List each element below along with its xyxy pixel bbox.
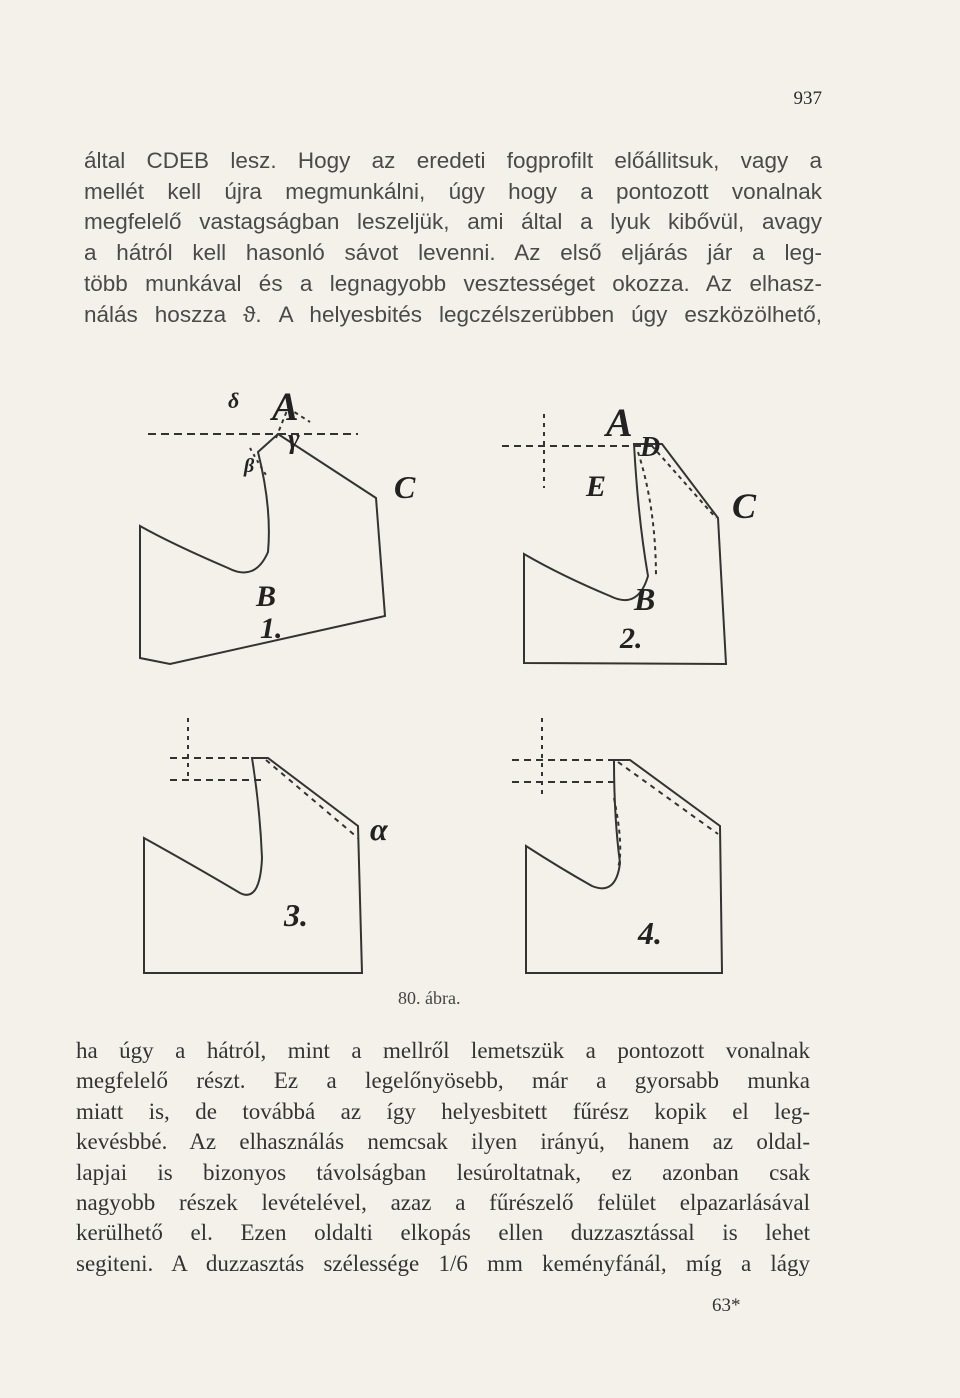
paragraph-bottom: [76, 1036, 810, 1279]
label-C-fig1: C: [394, 469, 416, 505]
figure-saw-tooth-profiles: [100, 348, 860, 988]
label-B-fig1: B: [256, 580, 277, 613]
symbol-delta: δ: [228, 388, 240, 413]
label-D-fig2: D: [640, 432, 661, 463]
text-line: több munkával és a legnagyobb vesztességet okozza. Az elhasz-: [84, 270, 822, 296]
text-line: ha úgy a hátról, mint a mellről lemetszük a pontozott vonalnak: [76, 1038, 810, 1063]
text-line: lapjai is bizonyos távolságban lesúroltatnak, ez azonban csak: [76, 1159, 810, 1185]
label-A-fig1: A: [272, 384, 299, 429]
label-figure-4: 4.: [638, 915, 662, 951]
text-line: megfelelő vastagságban leszeljük, ami által a lyuk kibővül, avagy: [84, 209, 822, 235]
signature-mark: 63*: [712, 1295, 741, 1316]
label-E-fig2: E: [586, 470, 607, 503]
label-figure-1: 1.: [260, 612, 283, 645]
symbol-beta: β: [244, 455, 255, 477]
label-B-fig2: B: [634, 581, 656, 617]
text-line: által CDEB lesz. Hogy az eredeti fogprofilt előállitsuk, vagy a: [84, 148, 822, 173]
label-figure-2: 2.: [620, 622, 643, 655]
paragraph-top: [84, 146, 822, 330]
tooth-profile-2: [502, 414, 726, 664]
text-line: segiteni. A duzzasztás szélessége 1/6 mm keményfánál, míg a lágy: [76, 1250, 810, 1276]
text-line: megfelelő részt. Ez a legelőnyösebb, már a gyorsabb munka: [76, 1068, 810, 1094]
page-number: 937: [793, 88, 822, 109]
text-line: nálás hoszza ϑ. A helyesbités legczélszerübben úgy eszközölhető,: [84, 301, 822, 327]
symbol-gamma-fig1: γ: [288, 424, 300, 455]
text-line: mellét kell újra megmunkálni, úgy hogy a pontozott vonalnak: [84, 178, 822, 204]
label-A-fig2: A: [606, 400, 633, 445]
tooth-profile-4: [512, 718, 722, 973]
figure-drawing: [100, 348, 860, 988]
label-alpha: α: [370, 811, 388, 847]
text-line: nagyobb részek levételével, azaz a fűrészelő felület elpazarlásával: [76, 1190, 810, 1216]
figure-caption: 80. ábra.: [398, 988, 461, 1008]
text-line: kerülhető el. Ezen oldalti elkopás ellen duzzasztással is lehet: [76, 1220, 810, 1246]
text-line: miatt is, de továbbá az így helyesbitett fűrész kopik el leg-: [76, 1098, 810, 1124]
label-figure-3: 3.: [284, 897, 308, 933]
text-line: kevésbbé. Az elhasználás nemcsak ilyen irányú, hanem az oldal-: [76, 1129, 810, 1155]
label-C-fig2: C: [732, 486, 757, 526]
tooth-profile-3: [144, 718, 362, 973]
text-line: a hátról kell hasonló sávot levenni. Az első eljárás jár a leg-: [84, 240, 822, 266]
